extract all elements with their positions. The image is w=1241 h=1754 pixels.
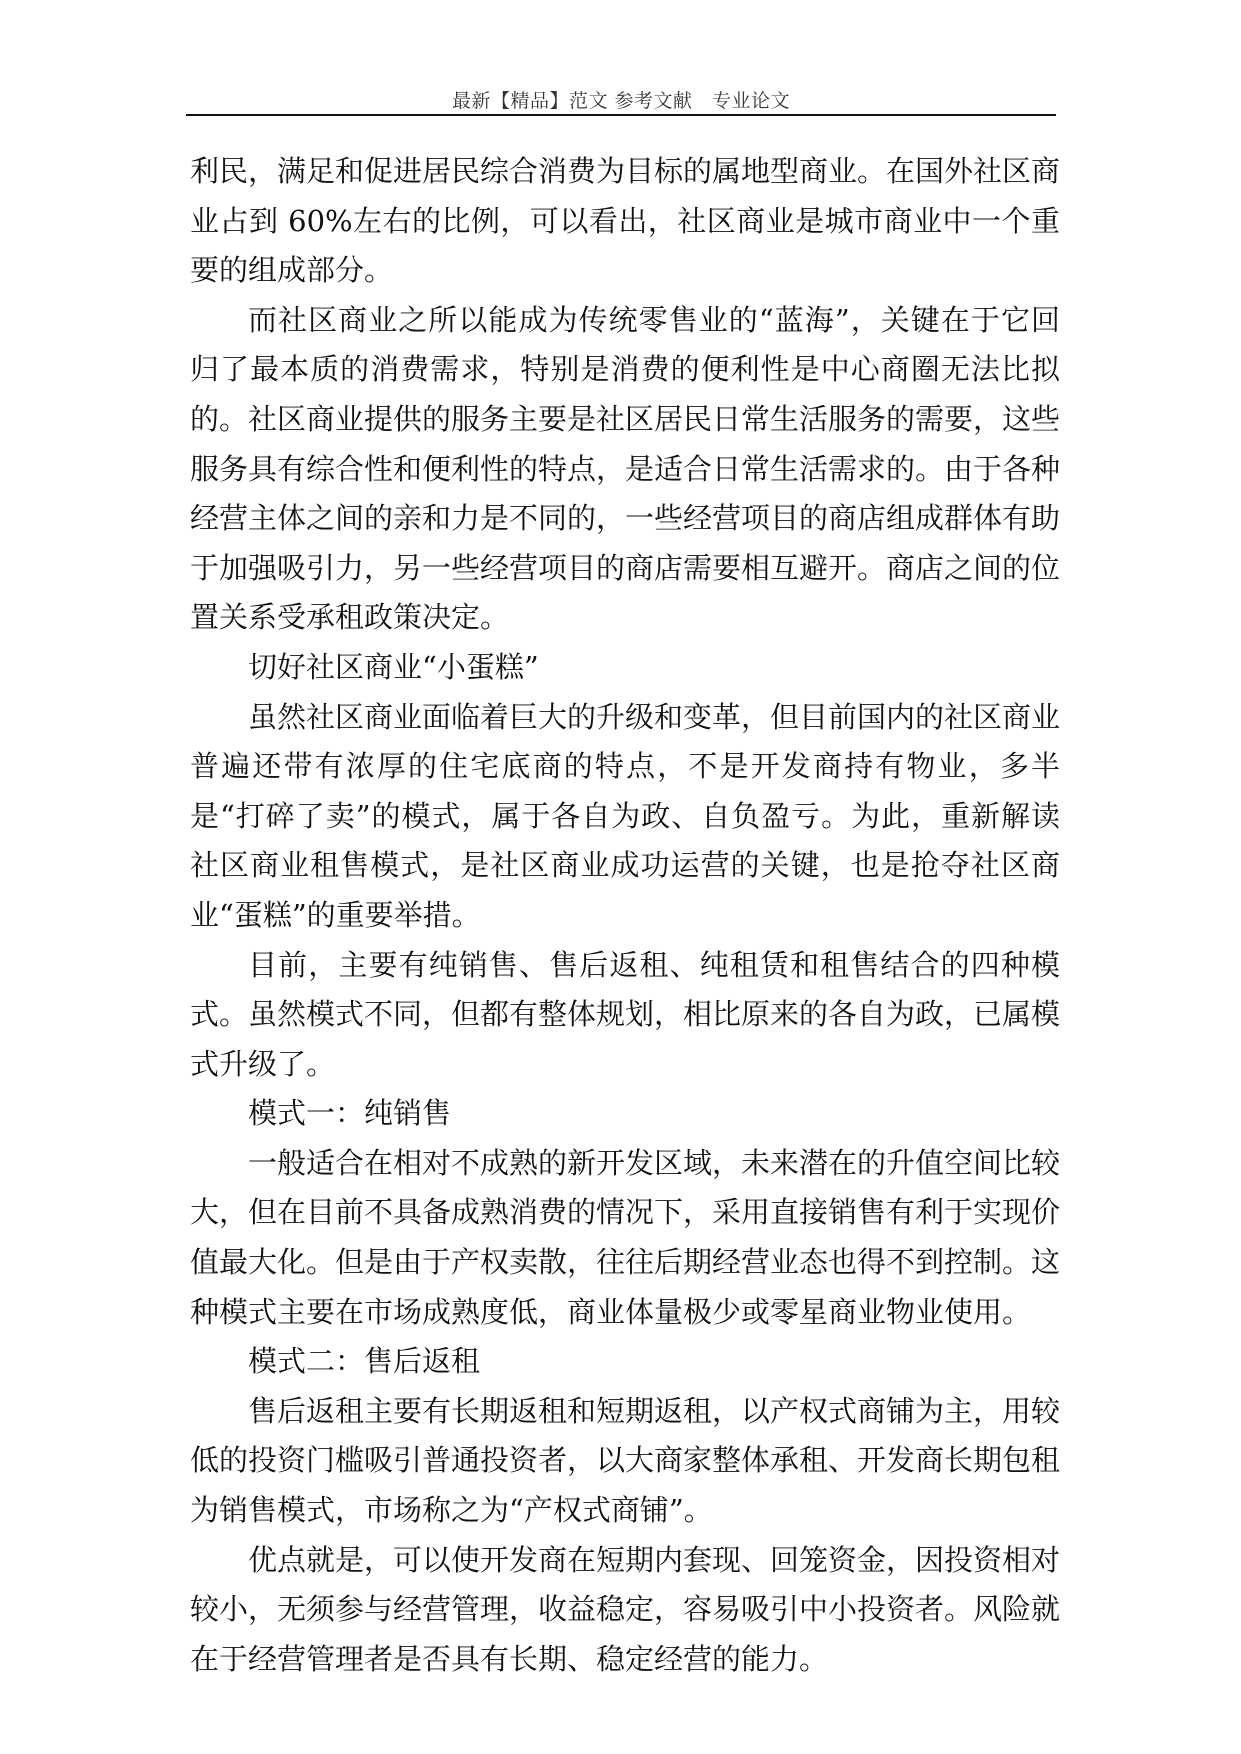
paragraph-4: 目前，主要有纯销售、售后返租、纯租赁和租售结合的四种模式。虽然模式不同，但都有整体规划，相比原来的各自为政，已属模式升级了。 (190, 947, 1061, 1081)
paragraph-7: 优点就是，可以使开发商在短期内套现、回笼资金，因投资相对较小，无须参与经营管理，收益稳定，容易吸引中小投资者。风险就在于经营管理者是否具有长期、稳定经营的能力。 (190, 1542, 1061, 1676)
page-header: 最新【精品】范文 参考文献 专业论文 (451, 90, 791, 112)
section-heading-mode-1: 模式一：纯销售 (248, 1096, 452, 1131)
paragraph-5: 一般适合在相对不成熟的新开发区域，未来潜在的升值空间比较大，但在目前不具备成熟消费的情况下，采用直接销售有利于实现价值最大化。但是由于产权卖散，往往后期经营业态也得不到控制。这种模式主要在市场成熟度低，商业体量极少或零星商业物业使用。 (190, 1145, 1061, 1329)
paragraph-2: 而社区商业之所以能成为传统零售业的“蓝海”，关键在于它回归了最本质的消费需求，特别是消费的便利性是中心商圈无法比拟的。社区商业提供的服务主要是社区居民日常生活服务的需要，这些服务具有综合性和便利性的特点，是适合日常生活需求的。由于各种经营主体之间的亲和力是不同的，一些经营项目的商店组成群体有助于加强吸引力，另一些经营项目的商店需要相互避开。商店之间的位置关系受承租政策决定。 (190, 302, 1061, 635)
header-divider (186, 114, 1056, 116)
paragraph-6: 售后返租主要有长期返租和短期返租，以产权式商铺为主，用较低的投资门槛吸引普通投资者，以大商家整体承租、开发商长期包租为销售模式，市场称之为“产权式商铺”。 (190, 1393, 1061, 1528)
paragraph-1: 利民，满足和促进居民综合消费为目标的属地型商业。在国外社区商业占到 60%左右的比例，可以看出，社区商业是城市商业中一个重要的组成部分。 (190, 154, 1061, 288)
section-heading-cake: 切好社区商业“小蛋糕” (248, 649, 539, 684)
paragraph-3: 虽然社区商业面临着巨大的升级和变革，但目前国内的社区商业普遍还带有浓厚的住宅底商的特点，不是开发商持有物业，多半是“打碎了卖”的模式，属于各自为政、自负盈亏。为此，重新解读社区商业租售模式，是社区商业成功运营的关键，也是抢夺社区商业“蛋糕”的重要举措。 (190, 699, 1061, 932)
body-text (190, 147, 1060, 1684)
section-heading-mode-2: 模式二：售后返租 (248, 1344, 481, 1379)
